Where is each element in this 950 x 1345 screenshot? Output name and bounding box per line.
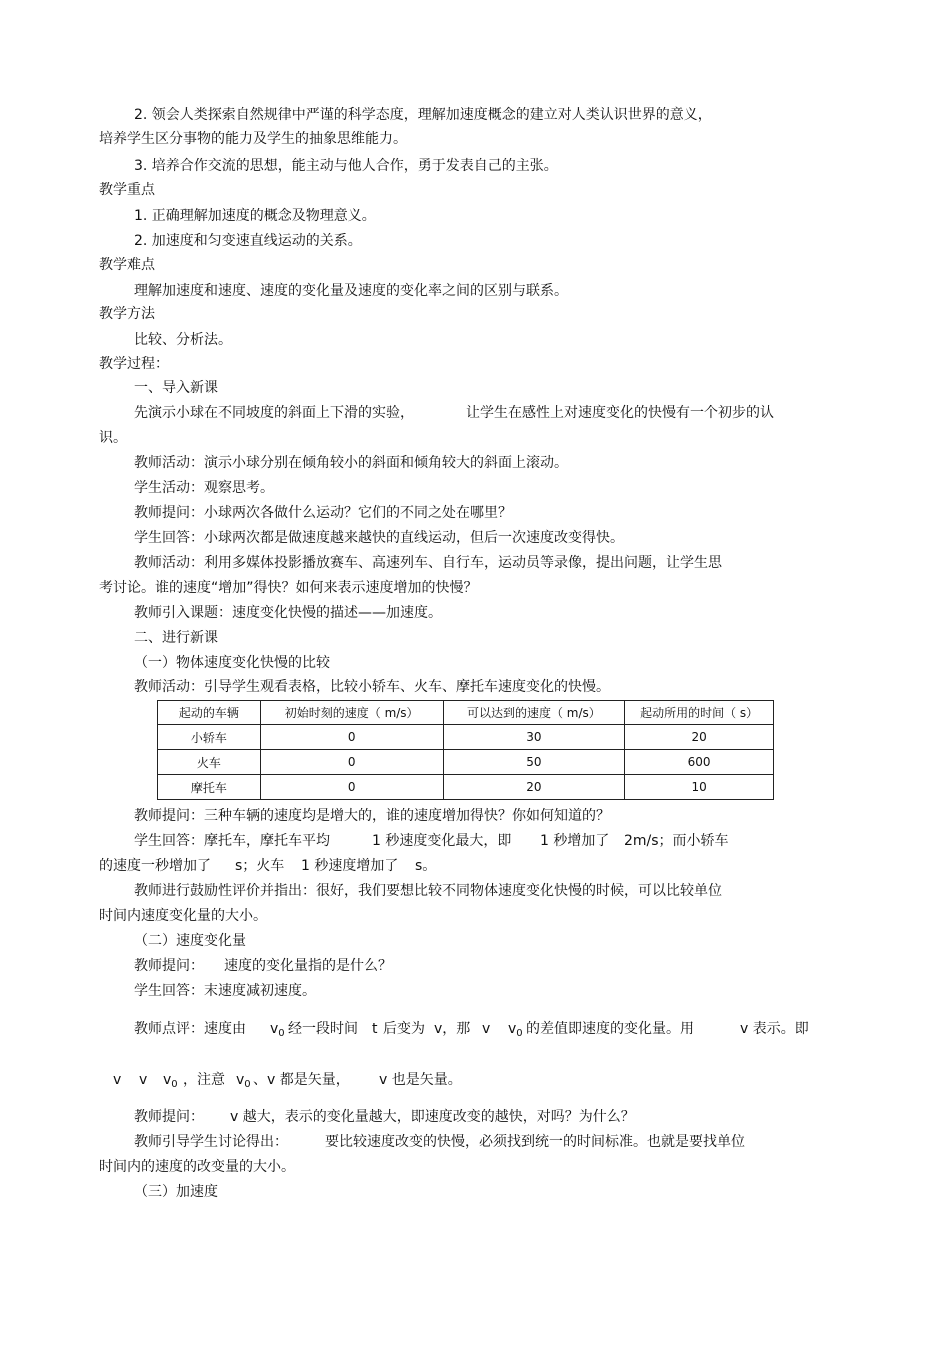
student-answer-2-a: 学生回答：摩托车，摩托车平均 (134, 833, 330, 849)
teacher-guide-a: 教师引导学生讨论得出： (134, 1134, 288, 1150)
table-header-cell: 起动的车辆 (158, 701, 261, 725)
student-answer-2-line2-c: 1 秒速度增加了 (301, 858, 399, 874)
teacher-guide-continued: 时间内的速度的改变量的大小。 (99, 1159, 295, 1175)
table-row (158, 725, 774, 750)
teacher-activity-2-continued: 考讨论。谁的速度“增加”得快？如何来表示速度增加的快慢？ (99, 580, 478, 596)
teacher-comment-continued: 时间内速度变化量的大小。 (99, 908, 267, 924)
formula-delta-vector: v 也是矢量。 (379, 1072, 462, 1088)
intro-text-part-a: 先演示小球在不同坡度的斜面上下滑的实验， (134, 405, 414, 421)
student-answer-2-line2-d: s。 (415, 858, 437, 874)
table-cell: 摩托车 (158, 775, 261, 800)
teacher-question-2: 教师提问：三种车辆的速度均是增大的，谁的速度增加得快？你如何知道的？ (134, 808, 610, 824)
formula-v0 (163, 1071, 178, 1089)
teacher-question-4-b: v 越大，表示的变化量越大，即速度改变的越快，对吗？为什么？ (230, 1109, 635, 1125)
student-answer-2-line2-a: 的速度一秒增加了 (99, 858, 211, 874)
part-1-title: 一、导入新课 (134, 380, 218, 396)
difficulty-heading: 教学难点 (99, 257, 155, 273)
table-header-cell: 初始时刻的速度（ m/s） (260, 701, 443, 725)
table-cell: 20 (443, 775, 625, 800)
table-cell: 0 (260, 725, 443, 750)
student-answer-2-c: 1 秒增加了 (540, 833, 610, 849)
review-subscript-0: 0 (278, 1028, 285, 1039)
table-row (158, 750, 774, 775)
vehicle-table (157, 700, 774, 800)
teacher-review-a: 教师点评：速度由 (134, 1021, 246, 1037)
formula-subscript-0: 0 (171, 1079, 178, 1090)
teacher-question-3-b: 速度的变化量指的是什么？ (224, 958, 392, 974)
table-cell: 30 (443, 725, 625, 750)
key-point-item-1: 1. 正确理解加速度的概念及物理意义。 (134, 208, 376, 224)
table-cell: 20 (625, 725, 774, 750)
formula-v: v (139, 1072, 148, 1088)
section-3-title: （三）加速度 (134, 1184, 218, 1200)
teacher-comment: 教师进行鼓励性评价并指出：很好，我们要想比较不同物体速度变化快慢的时候，可以比较单位 (134, 883, 722, 899)
teacher-review-f: v 表示。即 (740, 1021, 809, 1037)
formula-delta-v: v (113, 1072, 122, 1088)
teacher-question-4-a: 教师提问： (134, 1109, 204, 1125)
section-1-title: （一）物体速度变化快慢的比较 (134, 655, 330, 671)
objective-item-2: 2. 领会人类探索自然规律中严谨的科学态度，理解加速度概念的建立对人类认识世界的意义， (134, 107, 712, 123)
table-header-cell: 可以达到的速度（ m/s） (443, 701, 625, 725)
teacher-guide-b: 要比较速度改变的快慢，必须找到统一的时间标准。也就是要找单位 (325, 1134, 745, 1150)
formula-note-subscript-0: 0 (244, 1079, 251, 1090)
intro-text (134, 404, 414, 422)
student-answer-3: 学生回答：末速度减初速度。 (134, 983, 316, 999)
teacher-review-v2: v，那 (434, 1021, 471, 1037)
table-cell: 50 (443, 750, 625, 775)
method-heading: 教学方法 (99, 306, 155, 322)
teacher-review-b: 经一段时间 (288, 1021, 358, 1037)
intro-text-part-b: 让学生在感性上对速度变化的快慢有一个初步的认 (466, 405, 774, 421)
student-answer-2-d: 2m/s；而小轿车 (624, 833, 729, 849)
teacher-activity-3: 教师活动：引导学生观看表格，比较小轿车、火车、摩托车速度变化的快慢。 (134, 679, 610, 695)
teacher-question-1: 教师提问：小球两次各做什么运动？它们的不同之处在哪里？ (134, 505, 512, 521)
review-v-letter-2: v (508, 1021, 517, 1037)
formula-vectors: 、v 都是矢量， (253, 1072, 350, 1088)
key-point-item-2: 2. 加速度和匀变速直线运动的关系。 (134, 233, 362, 249)
table-header-cell: 起动所用的时间（ s） (625, 701, 774, 725)
table-cell: 0 (260, 775, 443, 800)
teacher-question-3-a: 教师提问： (134, 958, 204, 974)
table-cell: 火车 (158, 750, 261, 775)
objective-item-3: 3. 培养合作交流的思想，能主动与他人合作，勇于发表自己的主张。 (134, 158, 558, 174)
review-v0-symbol-2 (508, 1020, 523, 1038)
part-2-title: 二、进行新课 (134, 630, 218, 646)
table-header-row (158, 701, 774, 725)
formula-note: ，注意 (183, 1072, 225, 1088)
teacher-activity-1: 教师活动：演示小球分别在倾角较小的斜面和倾角较大的斜面上滚动。 (134, 455, 568, 471)
teacher-review-e: 的差值即速度的变化量。用 (526, 1021, 694, 1037)
review-t-symbol: t (372, 1021, 378, 1037)
student-answer-2-b: 1 秒速度变化最大，即 (372, 833, 512, 849)
difficulty-text: 理解加速度和速度、速度的变化量及速度的变化率之间的区别与联系。 (134, 283, 568, 299)
method-text: 比较、分析法。 (134, 332, 232, 348)
student-answer-2-line2-b: s；火车 (235, 858, 285, 874)
formula-v0-note-letter: v (236, 1072, 245, 1088)
student-activity-1: 学生活动：观察思考。 (134, 480, 274, 496)
table-cell: 600 (625, 750, 774, 775)
student-answer-1: 学生回答：小球两次都是做速度越来越快的直线运动，但后一次速度改变得快。 (134, 530, 624, 546)
teacher-review-c: 后变为 (383, 1021, 425, 1037)
review-v0-symbol (270, 1020, 285, 1038)
table-cell: 小轿车 (158, 725, 261, 750)
review-delta-v-symbol: v (482, 1021, 491, 1037)
review-v-letter: v (270, 1021, 279, 1037)
review-subscript-0-2: 0 (516, 1028, 523, 1039)
teacher-activity-2: 教师活动：利用多媒体投影播放赛车、高速列车、自行车，运动员等录像，提出问题，让学生思 (134, 555, 722, 571)
table-cell: 0 (260, 750, 443, 775)
section-2-title: （二）速度变化量 (134, 933, 246, 949)
teacher-intro-topic: 教师引入课题：速度变化快慢的描述——加速度。 (134, 605, 442, 621)
process-heading: 教学过程： (99, 356, 169, 372)
table-row (158, 775, 774, 800)
objective-item-2-continued: 培养学生区分事物的能力及学生的抽象思维能力。 (99, 131, 407, 147)
key-points-heading: 教学重点 (99, 182, 155, 198)
formula-v0-letter: v (163, 1072, 172, 1088)
table-cell: 10 (625, 775, 774, 800)
formula-v0-note (236, 1071, 251, 1089)
intro-text-continued: 识。 (99, 430, 127, 446)
